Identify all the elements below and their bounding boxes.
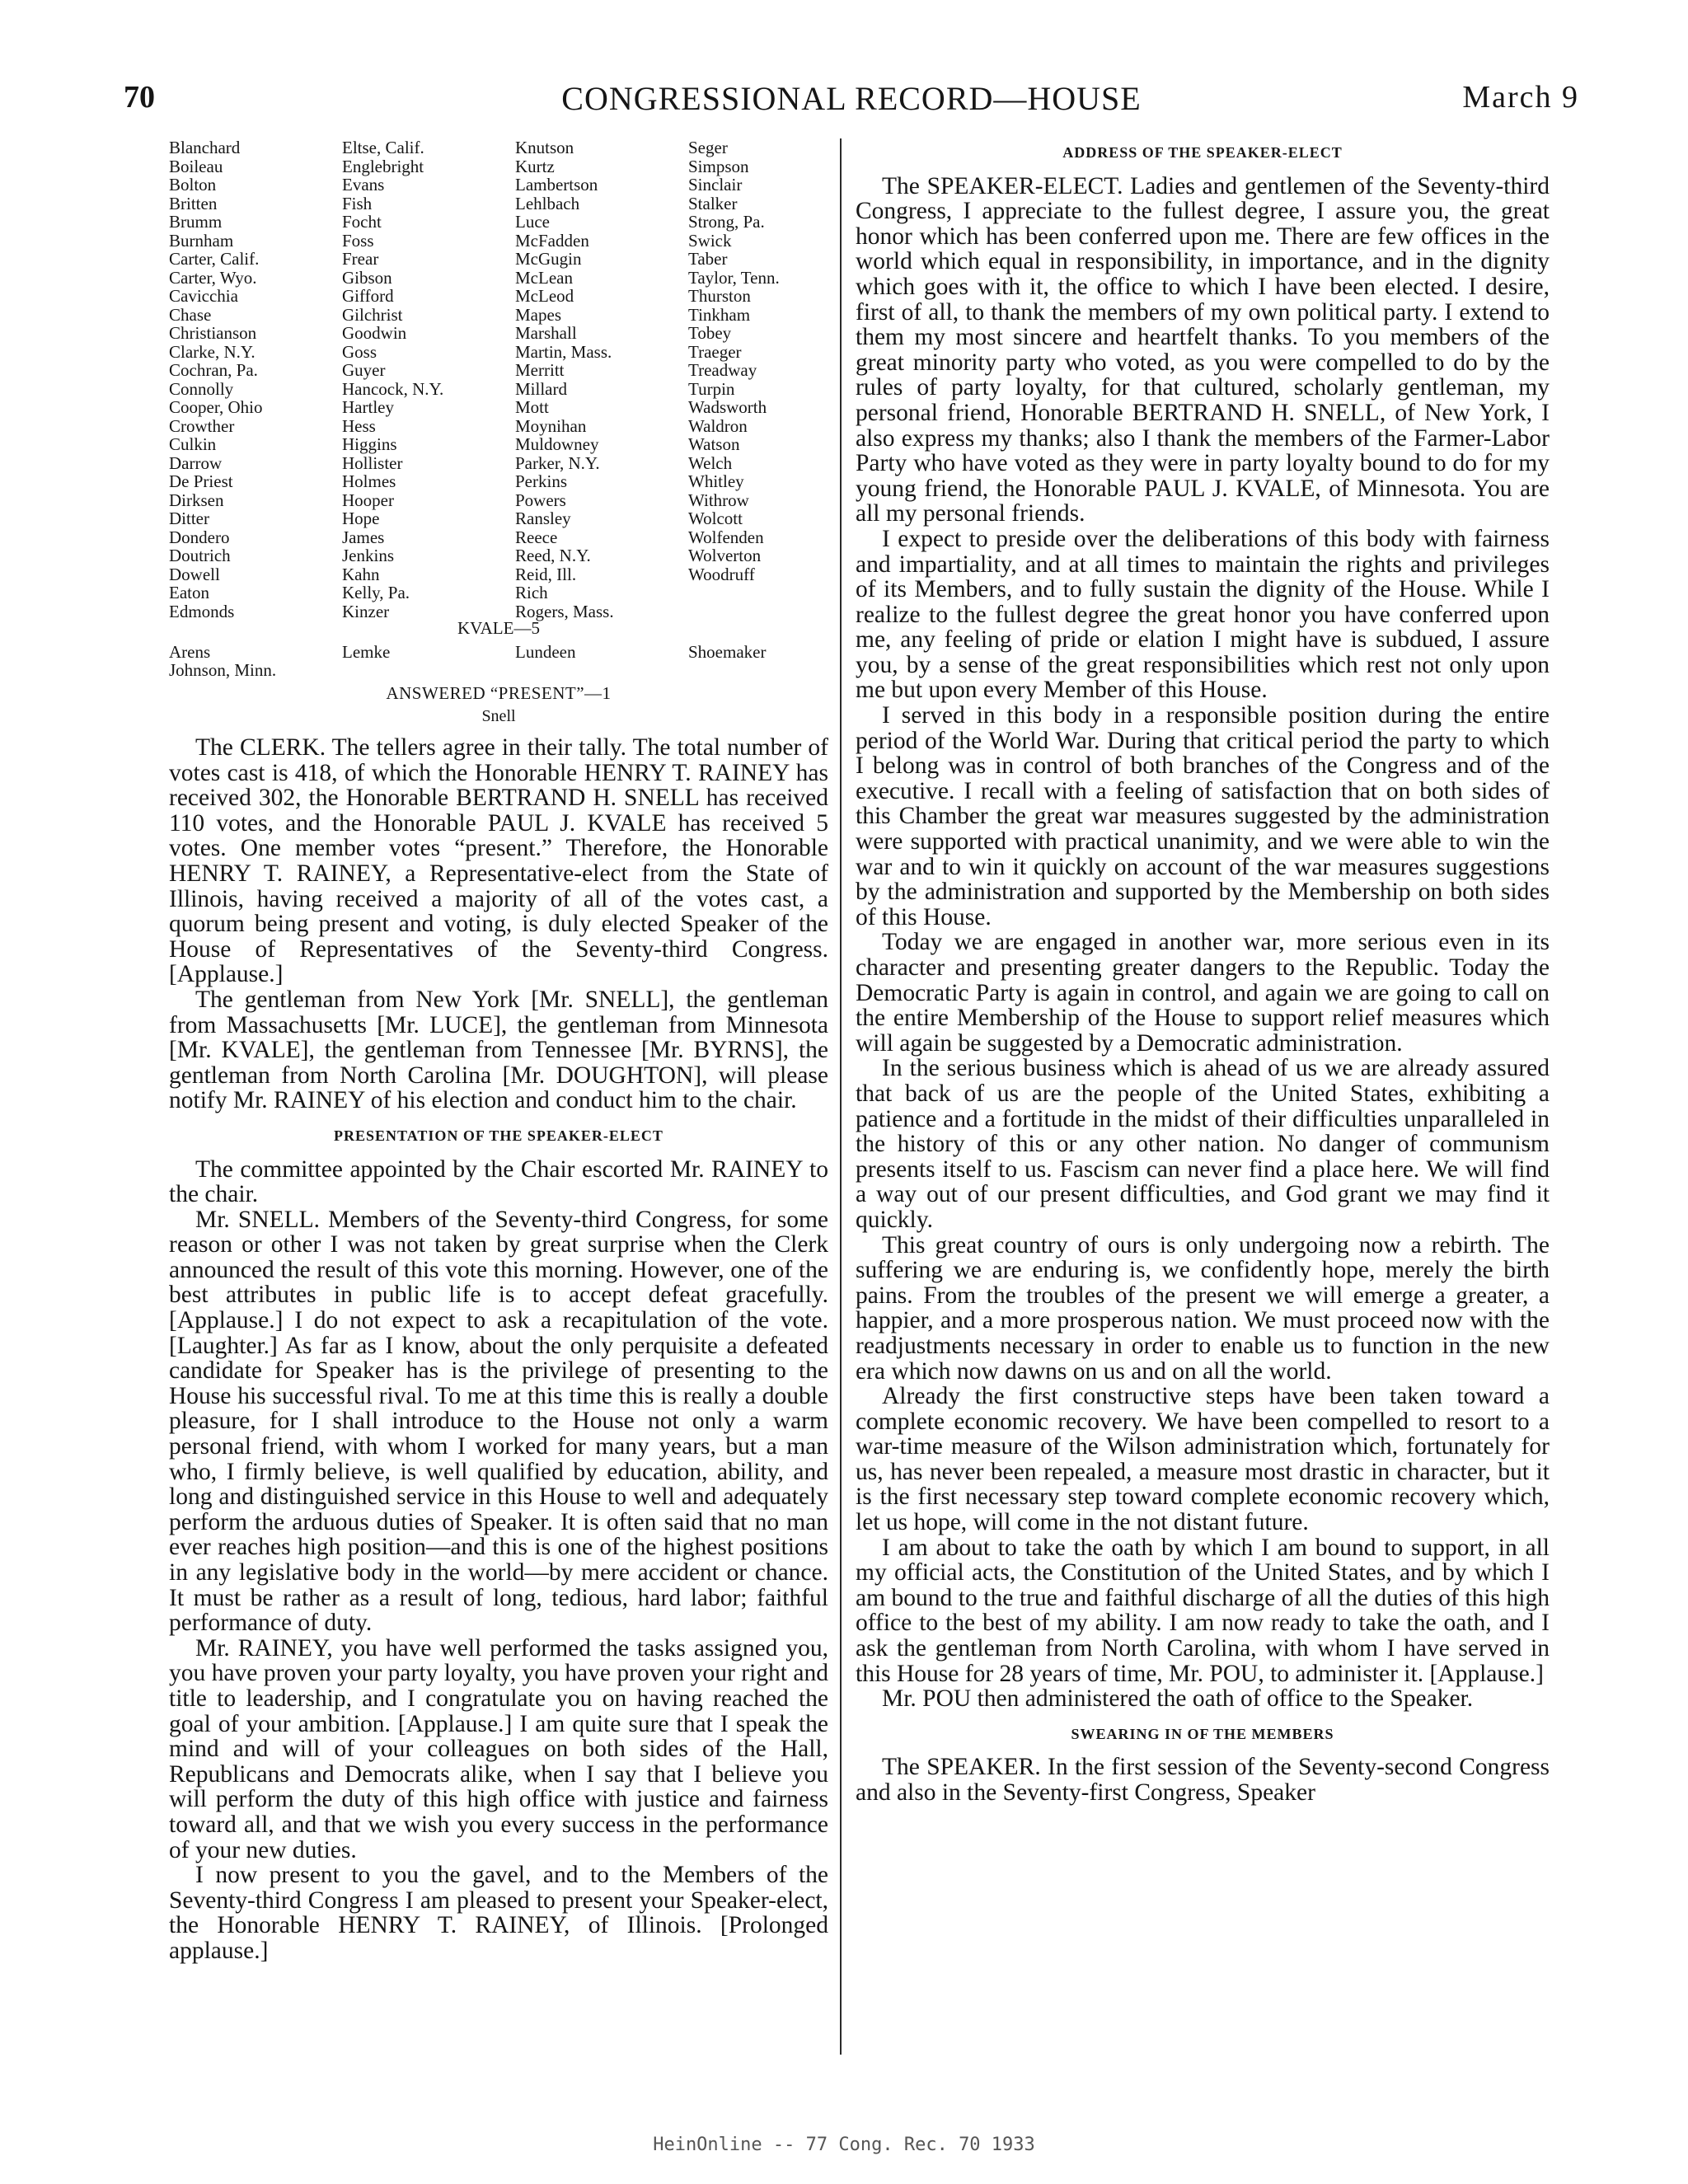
member-name: Edmonds bbox=[169, 601, 235, 621]
kvale-name: Lemke bbox=[342, 642, 391, 662]
paragraph: Mr. RAINEY, you have well performed the tasks assigned you, you have proven your party loyalty, you have proven your right and title to leadership, and I congratulate you on having reached the goal of your ambition. [Applause.] I am quite sure that I speak the mind and will of your colleagues on both sides of the Hall, Republicans and Democrats alike, when I say that I believe you will perform the duty of this high office with justice and fairness toward all, and that we wish you every success in the performance of your new duties. bbox=[169, 1634, 828, 1863]
member-name: Dondero bbox=[169, 527, 230, 547]
member-name: Gibson bbox=[342, 267, 392, 288]
member-name: Taylor, Tenn. bbox=[688, 267, 780, 288]
member-name: Reece bbox=[515, 527, 558, 547]
member-name: Darrow bbox=[169, 452, 223, 473]
member-name: Wolverton bbox=[688, 546, 762, 565]
member-name: Boileau bbox=[169, 156, 223, 176]
member-name: Watson bbox=[688, 434, 740, 454]
member-name: Swick bbox=[688, 230, 732, 251]
member-name: McFadden bbox=[515, 230, 589, 251]
member-name: De Priest bbox=[169, 471, 233, 491]
member-name: Culkin bbox=[169, 434, 217, 454]
kvale-heading: KVALE—5 bbox=[457, 618, 540, 638]
member-name: Brumm bbox=[169, 212, 223, 232]
kvale-name: Johnson, Minn. bbox=[169, 660, 277, 680]
paragraph: Already the first constructive steps have been taken toward a complete economic recovery. We have been compelled to resort to a war-time measure of the Wilson administration which, fortunately for us, has never been repealed, a measure most drastic in character, but it is the first necessary step toward complete economic recovery which, let us hope, will come in the not distant future. bbox=[856, 1383, 1550, 1536]
left-column bbox=[169, 138, 828, 1964]
member-name: Englebright bbox=[342, 156, 424, 176]
member-name: Stalker bbox=[688, 193, 738, 213]
source-footer: HeinOnline -- 77 Cong. Rec. 70 1933 bbox=[653, 2135, 1035, 2155]
member-name: Kelly, Pa. bbox=[342, 583, 410, 602]
member-name: Carter, Wyo. bbox=[169, 267, 257, 288]
member-name: Guyer bbox=[342, 360, 386, 380]
member-name: Clarke, N.Y. bbox=[169, 341, 256, 362]
paragraph: The gentleman from New York [Mr. SNELL], the gentleman from Massachusetts [Mr. LUCE], the gentleman from Minnesota [Mr. KVALE], the gentleman from Tennessee [Mr. BYRNS], the gentleman from North Carolina [Mr. DOUGHTON], will please notify Mr. RAINEY of his election and conduct him to the chair. bbox=[169, 986, 828, 1114]
paragraph: I expect to preside over the deliberations of this body with fairness and impartiality, and at all times to maintain the rights and privileges of its Members, and to fully sustain the dignity of the House. While I realize to the fullest degree the great honor you have conferred upon me, any feeling of pride or elation I might have is subdued, I assure you, by a sense of the great responsibilities which rest not only upon me but upon every Member of this House. bbox=[856, 525, 1550, 704]
member-name: Reed, N.Y. bbox=[515, 546, 591, 565]
member-name: Evans bbox=[342, 175, 385, 194]
paragraph: Today we are engaged in another war, more serious even in its character and presenting greater dangers to the Republic. Today the Democratic Party is again in control, and again we are going to call on the entire Membership of the House to support relief measures which will again be suggested by a Democratic administration. bbox=[856, 929, 1550, 1057]
paragraph: The SPEAKER-ELECT. Ladies and gentlemen of the Seventy-third Congress, I appreciate to the fullest degree, I assure you, the great honor which has been conferred upon me. There are few offices in the world which equal in responsibility, in importance, and in the dignity which goes with it, the office to which I have been elected. I desire, first of all, to thank the members of my own political party. I extend to them my most sincere and heartfelt thanks. To you members of the great minority party who voted, as you were compelled to do by the rules of party loyalty, for that cultured, scholarly gentleman, my personal friend, Honorable BERTRAND H. SNELL, of New York, I also express my thanks; also I thank the members of the Farmer-Labor Party who have voted as they were in party loyalty bound to do for my young friend, the Honorable PAUL J. KVALE, of Minnesota. You are all my personal friends. bbox=[856, 172, 1550, 527]
member-name: Traeger bbox=[688, 341, 742, 362]
member-name: Sinclair bbox=[688, 175, 743, 194]
member-name: Connolly bbox=[169, 378, 234, 399]
paragraph: I served in this body in a responsible position during the entire period of the World War. During that critical period the party to which I belong was in control of both branches of the Congress and of the executive. I recall with a feeling of satisfaction that on both sides of this Chamber the great war measures suggested by the administration were supported with practical unanimity, and we were able to win the war and to win it quickly on account of the war measures suggestions by the administration and supported by the Membership on both sides of this House. bbox=[856, 702, 1550, 930]
member-name: Reid, Ill. bbox=[515, 564, 577, 584]
section-heading: PRESENTATION OF THE SPEAKER-ELECT bbox=[334, 1127, 663, 1144]
member-name: Cavicchia bbox=[169, 286, 238, 306]
member-name: Gilchrist bbox=[342, 304, 403, 325]
answered-present-name: Snell bbox=[481, 707, 516, 725]
member-name: Eltse, Calif. bbox=[342, 138, 424, 157]
member-name: Millard bbox=[515, 378, 567, 399]
page-number: 70 bbox=[124, 80, 155, 115]
member-name: Woodruff bbox=[688, 564, 755, 584]
kvale-name: Arens bbox=[169, 642, 211, 662]
member-name: Ransley bbox=[515, 509, 571, 528]
paragraph: The SPEAKER. In the first session of the Seventy-second Congress and also in the Seventy-first Congress, Speaker bbox=[856, 1754, 1550, 1806]
page-date: March 9 bbox=[1462, 80, 1579, 115]
member-name: Martin, Mass. bbox=[515, 341, 612, 362]
section-heading: SWEARING IN OF THE MEMBERS bbox=[1071, 1725, 1334, 1742]
paragraph: I am about to take the oath by which I am bound to support, in all my official acts, the Constitution of the United States, and by which I am bound to the true and faithful discharge of all the duties of this high office to the best of my ability. I am now ready to take the oath, and I ask the gentleman from North Carolina, with whom I have served in this House for 28 years of time, Mr. POU, to administer it. [Applause.] bbox=[856, 1534, 1550, 1687]
page-title: CONGRESSIONAL RECORD—HOUSE bbox=[561, 80, 1142, 117]
member-name: Merritt bbox=[515, 360, 565, 380]
member-name: Carter, Calif. bbox=[169, 249, 260, 269]
member-name: Mapes bbox=[515, 304, 561, 325]
column-divider bbox=[840, 138, 842, 2055]
member-name: Welch bbox=[688, 452, 733, 473]
member-name: Eaton bbox=[169, 583, 209, 602]
member-name: Kurtz bbox=[515, 156, 555, 176]
member-name: Gifford bbox=[342, 286, 394, 306]
member-name: Mott bbox=[515, 397, 549, 417]
paragraph: The committee appointed by the Chair escorted Mr. RAINEY to the chair. bbox=[169, 1155, 828, 1208]
member-name: Moynihan bbox=[515, 415, 587, 436]
paragraph: The CLERK. The tellers agree in their tally. The total number of votes cast is 418, of which the Honorable HENRY T. RAINEY has received 302, the Honorable BERTRAND H. SNELL has received 110 votes, and the Honorable PAUL J. KVALE has received 5 votes. One member votes “present.” Therefore, the Honorable HENRY T. RAINEY, a Representative-elect from the State of Illinois, having received a majority of all of the votes cast, a quorum being present and voting, is duly elected Speaker of the House of Representatives of the Seventy-third Congress. [Applause.] bbox=[169, 734, 828, 988]
member-name: Treadway bbox=[688, 360, 757, 380]
member-name: Powers bbox=[515, 490, 566, 510]
member-name: Foss bbox=[342, 230, 374, 251]
member-name: Kahn bbox=[342, 564, 380, 584]
member-name: Lehlbach bbox=[515, 193, 580, 213]
member-name: Wadsworth bbox=[688, 397, 767, 417]
roll-col-3 bbox=[515, 138, 614, 621]
member-name: Parker, N.Y. bbox=[515, 452, 600, 473]
section-heading: ADDRESS OF THE SPEAKER-ELECT bbox=[1062, 144, 1343, 161]
member-name: Kinzer bbox=[342, 601, 390, 621]
member-name: Chase bbox=[169, 304, 212, 325]
member-name: Blanchard bbox=[169, 138, 241, 157]
member-name: Frear bbox=[342, 249, 379, 269]
member-name: Goss bbox=[342, 341, 377, 362]
member-name: McLean bbox=[515, 267, 573, 288]
paragraph: In the serious business which is ahead of us we are already assured that back of us are the people of the United States, exhibiting a patience and a fortitude in the midst of their difficulties unparalleled in the history of this or any other nation. No danger of communism presents itself to us. Fascism can never find a place here. We will find a way out of our present difficulties, and God grant we may find it quickly. bbox=[856, 1055, 1550, 1233]
member-name: Hooper bbox=[342, 490, 394, 510]
member-name: Ditter bbox=[169, 509, 209, 528]
member-name: Withrow bbox=[688, 490, 749, 510]
roll-call-names bbox=[169, 138, 828, 725]
member-name: Hess bbox=[342, 415, 376, 436]
member-name: Cooper, Ohio bbox=[169, 397, 263, 417]
member-name: Holmes bbox=[342, 471, 396, 491]
member-name: Whitley bbox=[688, 471, 744, 491]
paragraph: This great country of ours is only undergoing now a rebirth. The suffering we are enduring is, we confidently hope, merely the birth pains. From the troubles of the present we will emerge a greater, a happier, and a more prosperous nation. We must proceed now with the readjustments necessary in order to enable us to function in the new era which now dawns on us and on all the world. bbox=[856, 1231, 1550, 1385]
member-name: Dirksen bbox=[169, 490, 224, 510]
member-name: Hancock, N.Y. bbox=[342, 378, 444, 399]
member-name: Rich bbox=[515, 583, 548, 602]
member-name: McGugin bbox=[515, 249, 582, 269]
right-body bbox=[856, 138, 1550, 1806]
member-name: Goodwin bbox=[342, 323, 407, 343]
roll-col-2 bbox=[342, 138, 443, 621]
member-name: Perkins bbox=[515, 471, 567, 491]
roll-col-4 bbox=[688, 138, 780, 583]
roll-col-1 bbox=[169, 138, 262, 621]
member-name: Wolcott bbox=[688, 509, 743, 528]
member-name: Jenkins bbox=[342, 546, 394, 565]
member-name: Thurston bbox=[688, 286, 751, 306]
member-name: Strong, Pa. bbox=[688, 212, 765, 232]
paragraph: Mr. SNELL. Members of the Seventy-third Congress, for some reason or other I was not taken by great surprise when the Clerk announced the result of this vote this morning. However, one of the best attributes in public life is to accept defeat gracefully. [Applause.] I do not expect to ask a recapitulation of the vote. [Laughter.] As far as I know, about the only perquisite a defeated candidate for Speaker has is the privilege of presenting to the House his successful rival. To me at this time this is really a double pleasure, for I shall introduce to the House not only a warm personal friend, with whom I worked for many years, but a man who, I firmly believe, is well qualified by education, ability, and long and distinguished service in this House to well and adequately perform the arduous duties of Speaker. It is often said that no man ever reaches high position—and this is one of the highest positions in any legislative body in the world—by mere accident or chance. It must be rather as a result of long, tedious, hard labor; faithful performance of duty. bbox=[169, 1206, 828, 1637]
member-name: Turpin bbox=[688, 378, 735, 399]
member-name: Dowell bbox=[169, 564, 220, 584]
member-name: Tobey bbox=[688, 323, 732, 343]
member-name: Burnham bbox=[169, 230, 234, 251]
member-name: James bbox=[342, 527, 385, 547]
paragraph: I now present to you the gavel, and to the Members of the Seventy-third Congress I am pleased to present your Speaker-elect, the Honorable HENRY T. RAINEY, of Illinois. [Prolonged applause.] bbox=[169, 1862, 828, 1964]
member-name: Hollister bbox=[342, 452, 403, 473]
page-header bbox=[124, 79, 1579, 122]
member-name: Seger bbox=[688, 138, 728, 157]
kvale-name: Shoemaker bbox=[688, 642, 767, 662]
member-name: Tinkham bbox=[688, 304, 751, 325]
member-name: Waldron bbox=[688, 415, 748, 436]
member-name: Focht bbox=[342, 212, 382, 232]
member-name: Rogers, Mass. bbox=[515, 601, 614, 621]
kvale-names bbox=[169, 643, 828, 684]
member-name: Muldowney bbox=[515, 434, 599, 454]
member-name: Christianson bbox=[169, 323, 257, 343]
kvale-name: Lundeen bbox=[515, 642, 576, 662]
member-name: Knutson bbox=[515, 138, 574, 157]
member-name: Cochran, Pa. bbox=[169, 360, 258, 380]
member-name: Marshall bbox=[515, 323, 577, 343]
member-name: Britten bbox=[169, 193, 218, 213]
member-name: Wolfenden bbox=[688, 527, 764, 547]
member-name: Hartley bbox=[342, 397, 394, 417]
member-name: Taber bbox=[688, 249, 728, 269]
member-name: Hope bbox=[342, 509, 380, 528]
member-name: Doutrich bbox=[169, 546, 231, 565]
member-name: Higgins bbox=[342, 434, 397, 454]
member-name: Simpson bbox=[688, 156, 749, 176]
answered-present-heading: ANSWERED “PRESENT”—1 bbox=[386, 683, 612, 703]
member-name: McLeod bbox=[515, 286, 574, 306]
member-name: Luce bbox=[515, 212, 550, 232]
member-name: Crowther bbox=[169, 415, 235, 436]
left-body bbox=[169, 735, 828, 1964]
paragraph: Mr. POU then administered the oath of office to the Speaker. bbox=[882, 1685, 1474, 1713]
member-name: Fish bbox=[342, 193, 373, 213]
member-name: Lambertson bbox=[515, 175, 598, 194]
member-name: Bolton bbox=[169, 175, 217, 194]
